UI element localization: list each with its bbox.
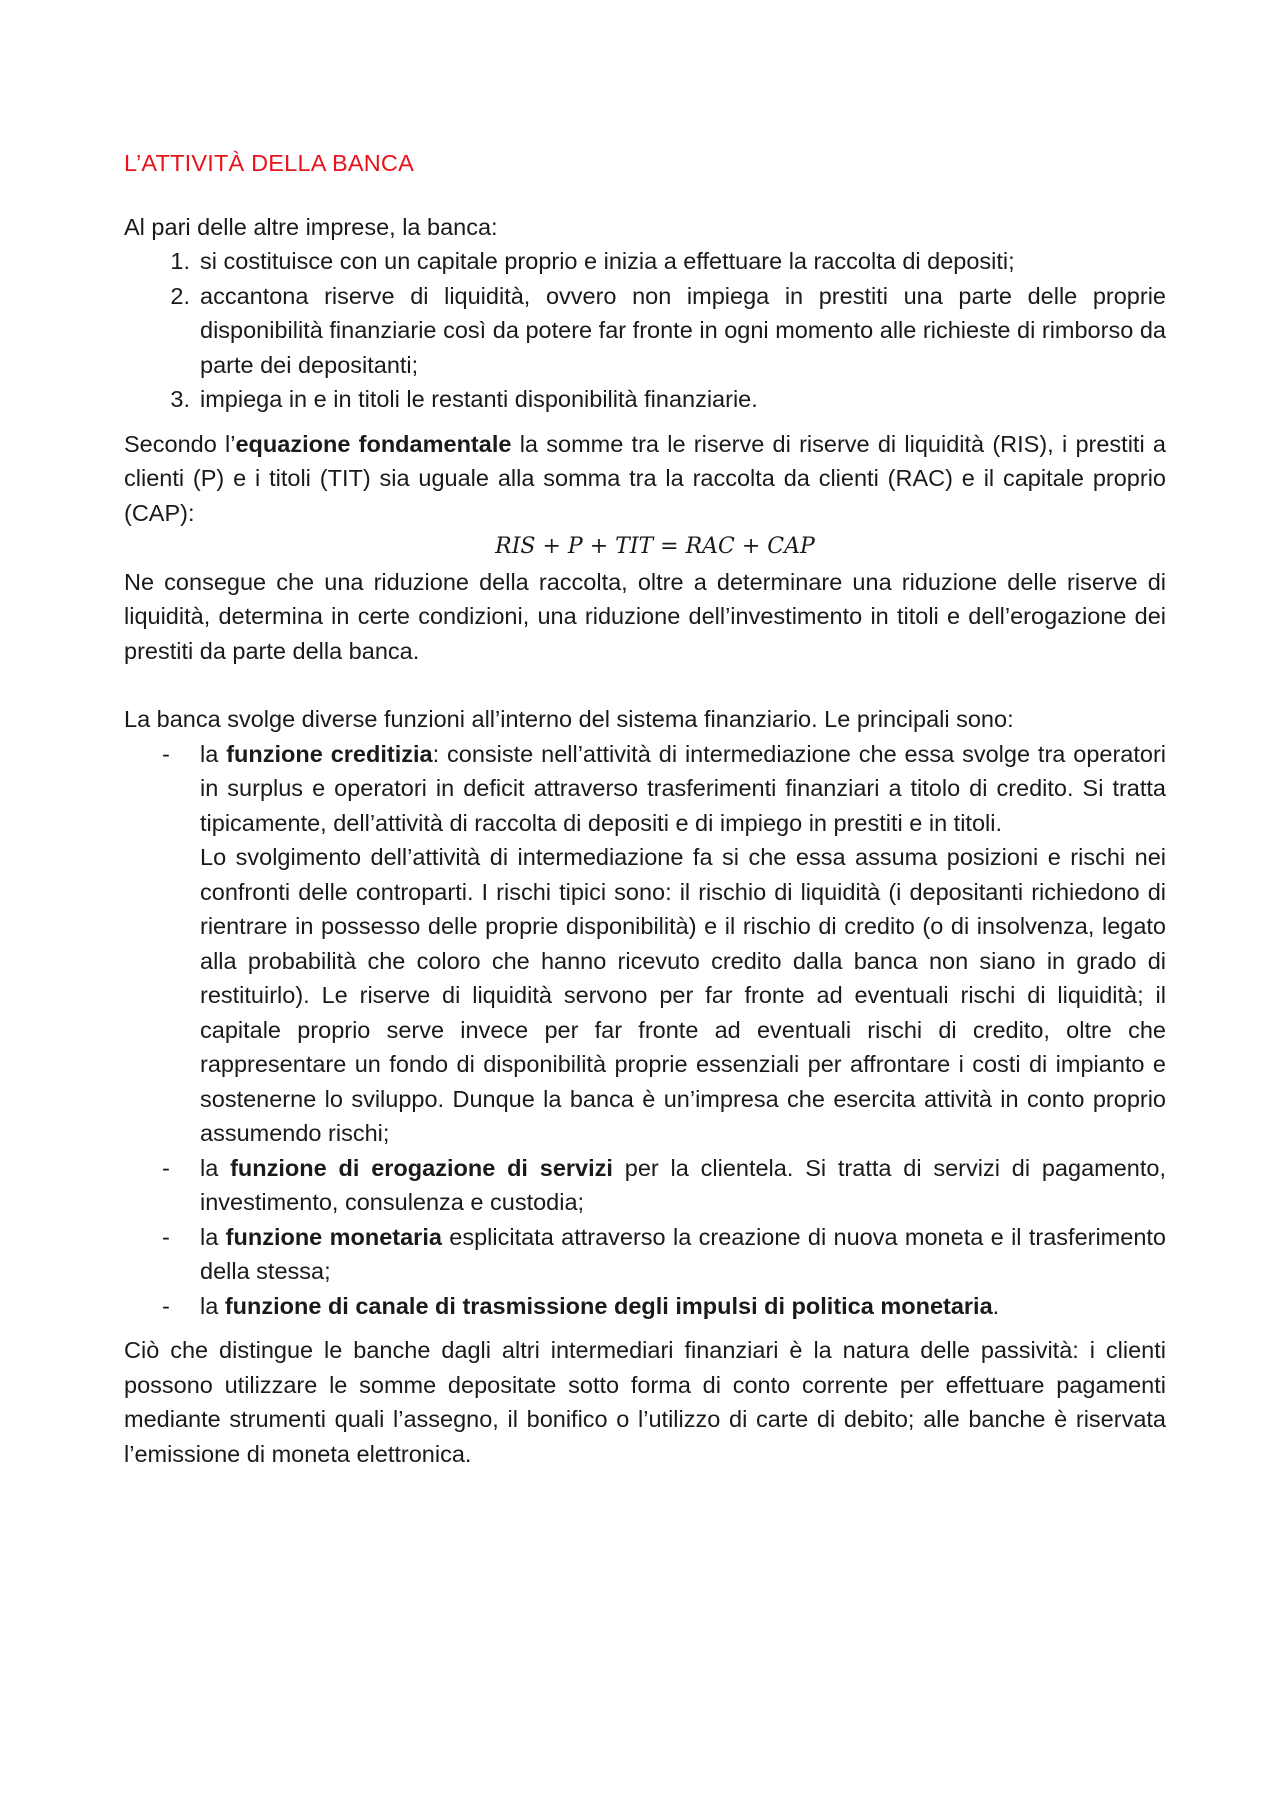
formula: RIS + P + TIT = RAC + CAP (495, 534, 815, 559)
equation-paragraph (124, 427, 1166, 531)
item-pre: la (200, 1292, 225, 1319)
closing-paragraph: Ciò che distingue le banche dagli altri intermediari finanziari è la natura delle passività: i clienti possono utilizzare le somme depositate sotto forma di conto corrente per effettuare pagamenti mediante strumenti quali l’assegno, il bonifico o l’utilizzo di carte di debito; alle banche è riservata l’emissione di moneta elettronica. (124, 1337, 1166, 1467)
equation-term: equazione fondamentale (235, 430, 512, 457)
list-item (124, 1289, 1166, 1324)
item-pre: la (200, 1223, 226, 1250)
document-page (124, 146, 1166, 1471)
item-pre: la (200, 740, 227, 767)
item-post: esplicitata attraverso la creazione di nuova moneta e il trasferimento della stessa; (200, 1223, 1166, 1284)
item-post: . (992, 1292, 1000, 1319)
dash-marker: - (162, 740, 170, 767)
list-item (124, 244, 1166, 279)
item-post: per la clientela. Si tratta di servizi di pagamento, investimento, consulenza e custodia; (200, 1154, 1166, 1215)
list-item (124, 737, 1166, 1151)
item-term: funzione di canale di trasmissione degli impulsi di politica monetaria (224, 1292, 993, 1319)
list-text: impiega in e in titoli le restanti disponibilità finanziarie. (200, 386, 758, 412)
functions-intro: La banca svolge diverse funzioni all’interno del sistema finanziario. Le principali sono: (124, 706, 1014, 732)
list-number: 3. (170, 386, 190, 412)
item-term: funzione monetaria (225, 1223, 442, 1250)
dash-marker: - (162, 1292, 170, 1319)
steps-list (124, 244, 1166, 417)
equation-post: la somme tra le riserve di riserve di liquidità (RIS), i prestiti a clienti (P) e i titoli (TIT) sia uguale alla somma tra la raccolta da clienti (RAC) e il capitale proprio (CAP): (124, 430, 1166, 526)
consequence-paragraph: Ne consegue che una riduzione della raccolta, oltre a determinare una riduzione delle riserve di liquidità, determina in certe condizioni, una riduzione dell’investimento in titoli e dell’erogazione dei prestiti da parte della banca. (124, 568, 1166, 664)
item-term: funzione creditizia (226, 740, 433, 767)
dash-marker: - (162, 1154, 170, 1181)
equation-pre: Secondo l’ (124, 430, 236, 457)
list-item (124, 1220, 1166, 1289)
intro-text: Al pari delle altre imprese, la banca: (124, 213, 498, 240)
page-title: L’ATTIVITÀ DELLA BANCA (124, 150, 414, 176)
list-number: 1. (170, 248, 190, 274)
dash-marker: - (162, 1223, 170, 1250)
item-term: funzione di erogazione di servizi (230, 1154, 613, 1181)
list-item (124, 1151, 1166, 1220)
functions-list (124, 737, 1166, 1324)
item-post: : consiste nell’attività di intermediazione che essa svolge tra operatori in surplus e operatori in deficit attraverso trasferimenti finanziari a titolo di credito. Si tratta tipicamente, dell’attività di raccolta di depositi e di impiego in prestiti e in titoli. (200, 740, 1166, 836)
list-item (124, 382, 1166, 417)
list-item (124, 279, 1166, 383)
list-number: 2. (170, 282, 190, 309)
list-text: accantona riserve di liquidità, ovvero non impiega in prestiti una parte delle proprie disponibilità finanziarie così da potere far fronte in ogni momento alle richieste di rimborso da parte dei depositanti; (200, 282, 1166, 378)
item-extra: Lo svolgimento dell’attività di intermediazione fa si che essa assuma posizioni e rischi nei confronti delle controparti. I rischi tipici sono: il rischio di liquidità (i depositanti richiedono di rientrare in possesso delle proprie disponibilità) e il rischio di credito (o di insolvenza, legato alla probabilità che coloro che hanno ricevuto credito dalla banca non siano in grado di restituirlo). Le riserve di liquidità servono per far fronte ad eventuali rischi di liquidità; il capitale proprio serve invece per far fronte ad eventuali rischi di credito, oltre che rappresentare un fondo di disponibilità proprie essenziali per affrontare i costi di impianto e sostenerne lo sviluppo. Dunque la banca è un’impresa che esercita attività in conto proprio assumendo rischi; (200, 844, 1166, 1146)
list-text: si costituisce con un capitale proprio e inizia a effettuare la raccolta di depositi; (200, 248, 1015, 274)
item-pre: la (200, 1154, 231, 1181)
